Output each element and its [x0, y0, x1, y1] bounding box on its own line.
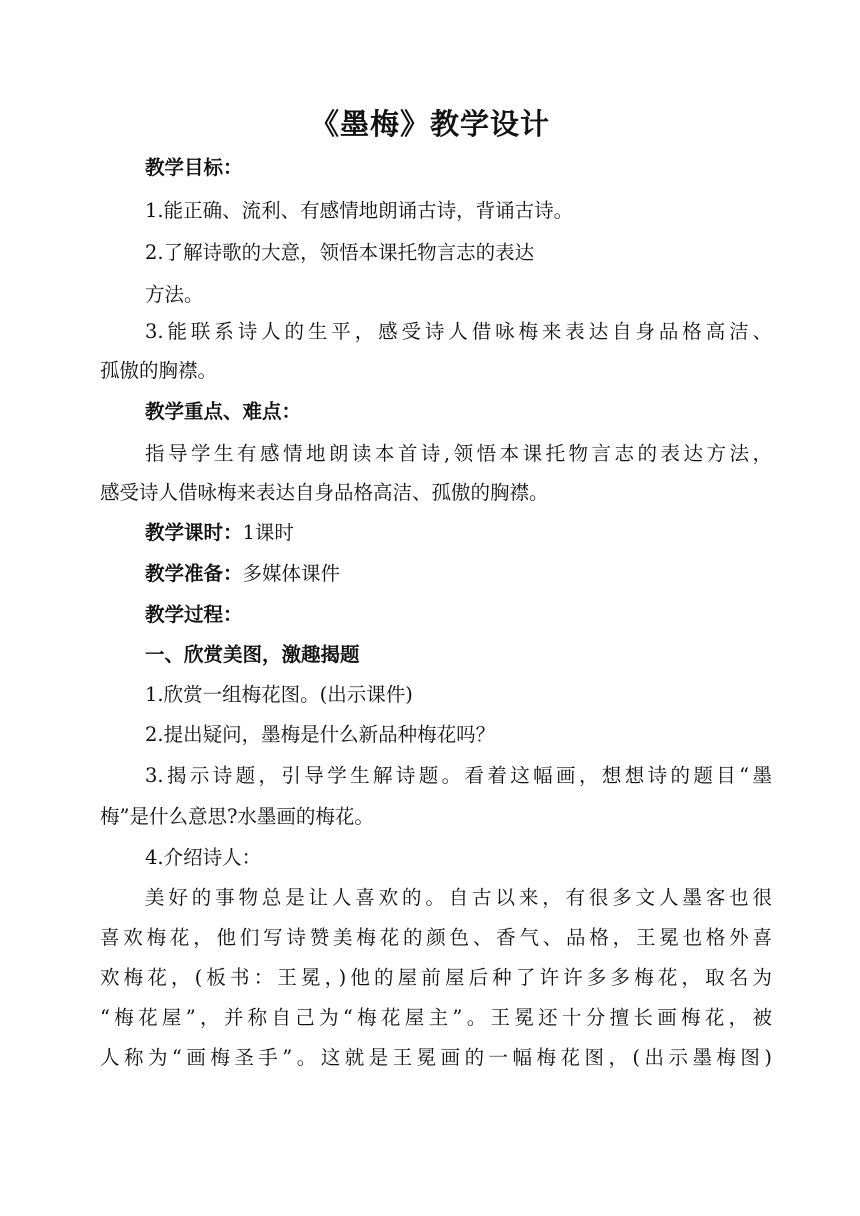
section-1-heading: 一、欣赏美图，激趣揭题	[145, 643, 360, 666]
teaching-prep-label: 教学准备：	[145, 562, 243, 585]
intro-line-3: 欢梅花，(板书：王冕，)他的屋前屋后种了许许多多梅花，取名为	[100, 966, 772, 989]
key-points-line-2: 感受诗人借咏梅来表达自身品格高洁、孤傲的胸襟。	[100, 481, 549, 504]
intro-line-5: 人称为“画梅圣手”。这就是王冕画的一幅梅花图，(出示墨梅图)	[100, 1046, 772, 1069]
goal-2: 2.了解诗歌的大意，领悟本课托物言志的表达	[145, 241, 535, 264]
step-3-line-1: 3.揭示诗题，引导学生解诗题。看着这幅画，想想诗的题目“墨	[145, 764, 772, 787]
goal-2-continuation: 方法。	[145, 283, 204, 306]
key-points-line-1: 指导学生有感情地朗读本首诗,领悟本课托物言志的表达方法，	[145, 442, 772, 465]
goal-1: 1.能正确、流利、有感情地朗诵古诗，背诵古诗。	[145, 199, 574, 222]
step-3-line-2: 梅”是什么意思?水墨画的梅花。	[100, 805, 374, 828]
document-title: 《墨梅》教学设计	[309, 107, 550, 141]
goal-3: 3.能联系诗人的生平，感受诗人借咏梅来表达自身品格高洁、	[145, 320, 772, 343]
step-4: 4.介绍诗人：	[145, 846, 262, 869]
step-1: 1.欣赏一组梅花图。(出示课件)	[145, 683, 413, 706]
goals-heading: 教学目标：	[145, 156, 243, 179]
teaching-prep	[145, 559, 772, 589]
class-hours	[145, 518, 772, 548]
class-hours-label: 教学课时：	[145, 521, 243, 544]
step-2: 2.提出疑问，墨梅是什么新品种梅花吗？	[145, 723, 496, 746]
intro-line-2: 喜欢梅花，他们写诗赞美梅花的颜色、香气、品格，王冕也格外喜	[100, 926, 772, 949]
class-hours-value: 1课时	[242, 521, 294, 544]
intro-line-1: 美好的事物总是让人喜欢的。自古以来，有很多文人墨客也很	[145, 886, 772, 909]
key-points-heading: 教学重点、难点：	[145, 400, 302, 423]
process-heading: 教学过程：	[145, 603, 243, 626]
intro-line-4: “梅花屋”，并称自己为“梅花屋主”。王冕还十分擅长画梅花，被	[100, 1006, 772, 1029]
teaching-prep-value: 多媒体课件	[242, 562, 341, 585]
goal-3-continuation: 孤傲的胸襟。	[100, 359, 218, 382]
